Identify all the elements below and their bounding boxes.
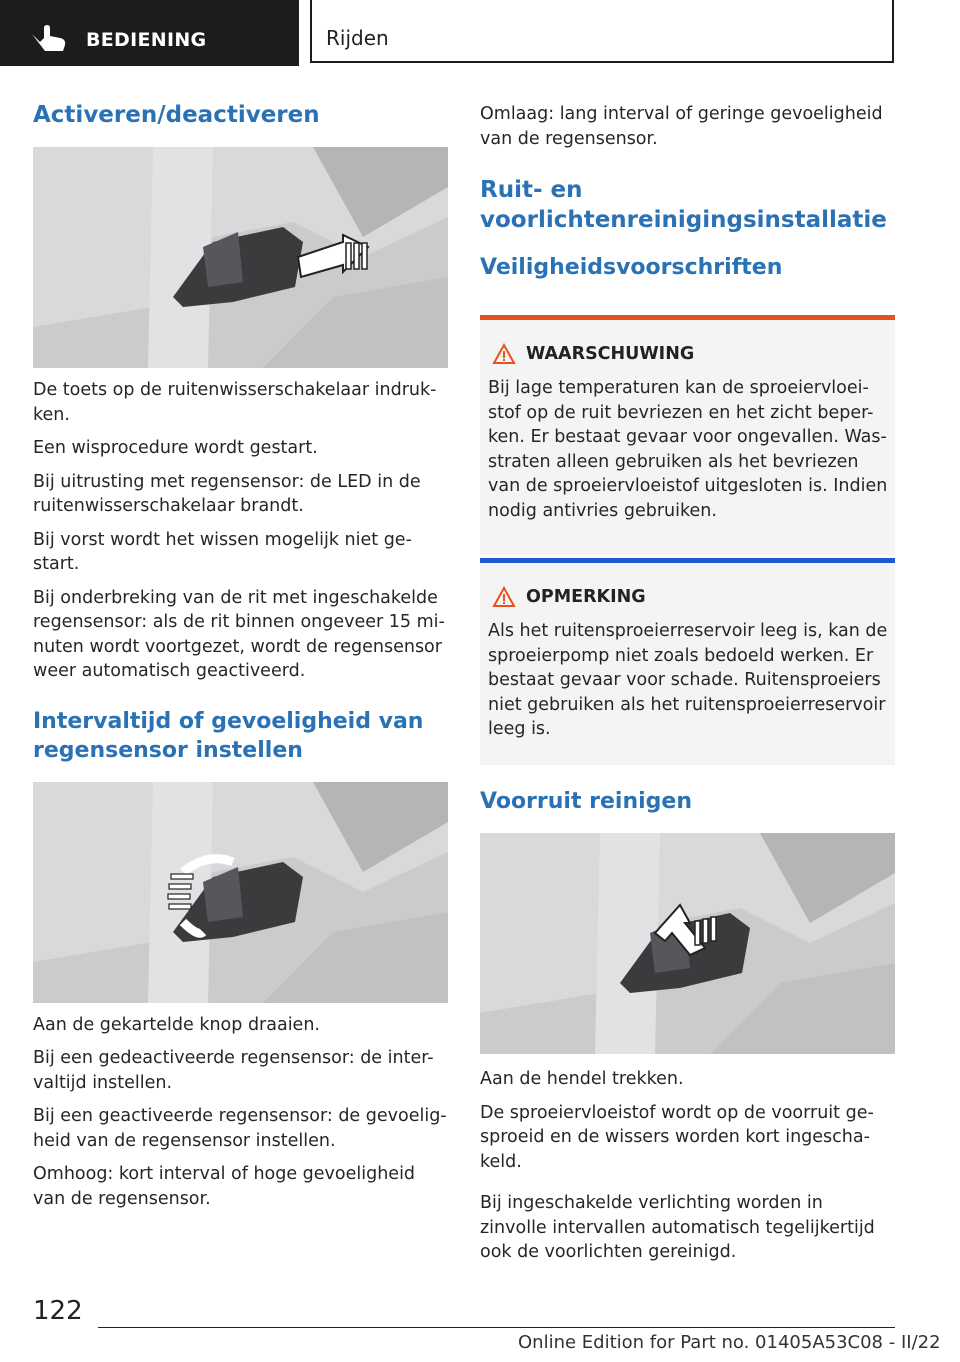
page-number: 122 xyxy=(33,1296,83,1326)
section-title: BEDIENING xyxy=(86,29,207,51)
footer-edition: Online Edition for Part no. 01405A53C08 - II/22 xyxy=(518,1332,941,1353)
section-tab xyxy=(0,0,299,66)
heading-clean-windshield: Voorruit reinigen xyxy=(480,789,692,814)
paragraph: Bij een gedeactiveerde regensensor: de inter-valtijd instellen. xyxy=(33,1048,434,1093)
paragraph: Omhoog: kort interval of hoge gevoeligheid van de regensensor. xyxy=(33,1164,416,1209)
paragraph: Bij ingeschakelde verlichting worden in zinvolle intervallen automatisch tegelijkertijd ook de voorlichten gereinigd. xyxy=(480,1193,875,1262)
note-bar xyxy=(480,558,895,563)
chapter-tab xyxy=(310,0,894,63)
chapter-title: Rijden xyxy=(326,26,389,50)
paragraph: Bij uitrusting met regensensor: de LED in de ruitenwisserschakelaar brandt. xyxy=(33,471,421,516)
paragraph: De sproeiervloeistof wordt op de voorruit ge-sproeid en de wissers worden kort ingescha-keld. xyxy=(480,1102,874,1172)
paragraph: Bij een geactiveerde regensensor: de gevoelig-heid van de regensensor instellen. xyxy=(33,1106,447,1151)
paragraph: De toets op de ruitenwisserschakelaar indruk-ken. xyxy=(33,380,437,425)
warning-text: Bij lage temperaturen kan de sproeiervloei-stof op de ruit bevriezen en het zicht beper-ken. Er bestaat gevaar voor ongevallen. Was-straten alleen gebruiken als het bevriezen van de sproeiervloeistof uitgesloten is. Indien nodig antivries gebruiken. xyxy=(488,378,888,521)
heading-interval: Intervaltijd of gevoeligheid van regensensor instellen xyxy=(33,708,424,763)
note-text: Als het ruitensproeierreservoir leeg is, kan de sproeierpomp niet zoals bedoeld werken. Er bestaat gevaar voor schade. Ruitensproeiers niet gebruiken als het ruitensproeierreservoir leeg is. xyxy=(488,621,888,739)
hand-pointer-icon xyxy=(30,24,68,52)
paragraph: Omlaag: lang interval of geringe gevoeligheid van de regensensor. xyxy=(480,104,883,149)
wiper-switch-press-image xyxy=(33,147,448,368)
heading-activate: Activeren/deactiveren xyxy=(33,102,320,128)
wiper-lever-pull-image xyxy=(480,833,895,1054)
note-title: OPMERKING xyxy=(526,587,646,607)
right-column-lower xyxy=(480,787,895,1274)
warning-triangle-icon xyxy=(492,343,516,365)
heading-safety: Veiligheidsvoorschriften xyxy=(480,255,783,280)
note-box xyxy=(480,558,895,765)
warning-title: WAARSCHUWING xyxy=(526,344,695,364)
left-column xyxy=(33,100,448,1220)
paragraph: Bij vorst wordt het wissen mogelijk niet ge-start. xyxy=(33,529,412,574)
warning-box xyxy=(480,315,895,555)
paragraph: Aan de gekartelde knop draaien. xyxy=(33,1014,320,1035)
paragraph: Bij onderbreking van de rit met ingeschakelde regensensor: als de rit binnen ongeveer 15 mi-nuten wordt voortgezet, wordt de regensensor weer automatisch geactiveerd. xyxy=(33,587,445,681)
warning-bar xyxy=(480,315,895,320)
footer-divider xyxy=(98,1327,895,1328)
right-column xyxy=(480,102,895,282)
caution-triangle-icon xyxy=(492,586,516,608)
paragraph: Een wisprocedure wordt gestart. xyxy=(33,438,318,458)
paragraph: Aan de hendel trekken. xyxy=(480,1069,684,1089)
heading-wash-system: Ruit- en voorlichtenreinigingsinstallatie xyxy=(480,177,887,233)
wiper-knob-rotate-image xyxy=(33,782,448,1003)
